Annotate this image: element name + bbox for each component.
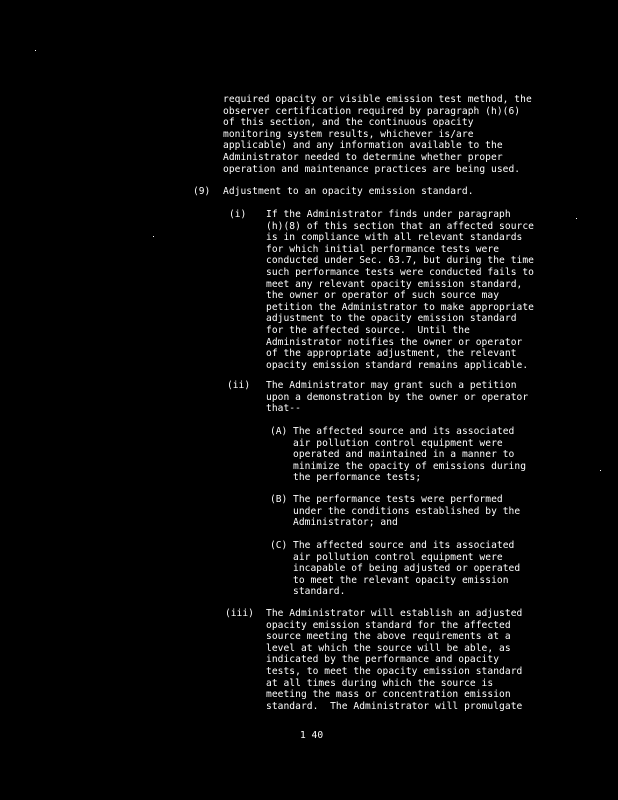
item-c-label: (C) xyxy=(270,540,288,551)
item-9-label: (9) xyxy=(193,186,211,197)
scan-speck xyxy=(576,218,577,219)
item-a-text: The affected source and its associated air pollution control equipment were operated and maintained in a manner to minimize the opacity of emissions during the performance tests; xyxy=(293,426,527,484)
item-9-heading: Adjustment to an opacity emission standard. xyxy=(223,186,474,197)
item-iii-label: (iii) xyxy=(225,608,254,619)
item-b-text: The performance tests were performed under the conditions established by the Administrator; and xyxy=(293,494,521,529)
intro-paragraph: required opacity or visible emission test method, the observer certification required by paragraph (h)(6) of this section, and the continuous opacity monitoring system results, whichever is/are applicable) and any information available to the Administrator needed to determine whether proper operation and maintenance practices are being used. xyxy=(223,94,532,175)
item-i-text: If the Administrator finds under paragraph (h)(8) of this section that an affected source is in compliance with all relevant standards for which initial performance tests were conducted under Sec. 63.7, but during the time such performance tests were conducted fails to meet any relevant opacity emission standard, the owner or operator of such source may petition the Administrator to make appropriate adjustment to the opacity emission standard for the affected source. Until the Administrator notifies the owner or operator of the appropriate adjustment, the relevant opacity emission standard remains applicable. xyxy=(266,209,534,371)
item-c-text: The affected source and its associated air pollution control equipment were incapable of being adjusted or operated to meet the relevant opacity emission standard. xyxy=(293,540,521,598)
item-i-label: (i) xyxy=(229,209,247,220)
scan-speck xyxy=(153,236,154,237)
item-iii-text: The Administrator will establish an adjusted opacity emission standard for the affected source meeting the above requirements at a level at which the source will be able, as indicated by the performance and opacity tests, to meet the opacity emission standard at all times during which the source is meeting the mass or concentration emission standard. The Administrator will promulgate xyxy=(266,608,523,712)
item-a-label: (A) xyxy=(270,426,288,437)
scan-speck xyxy=(600,470,601,471)
page-number: 1 40 xyxy=(300,730,324,741)
item-ii-text: The Administrator may grant such a petition upon a demonstration by the owner or operator that-- xyxy=(266,380,529,415)
scan-speck xyxy=(35,50,36,51)
item-ii-label: (ii) xyxy=(227,380,251,391)
item-b-label: (B) xyxy=(270,494,288,505)
